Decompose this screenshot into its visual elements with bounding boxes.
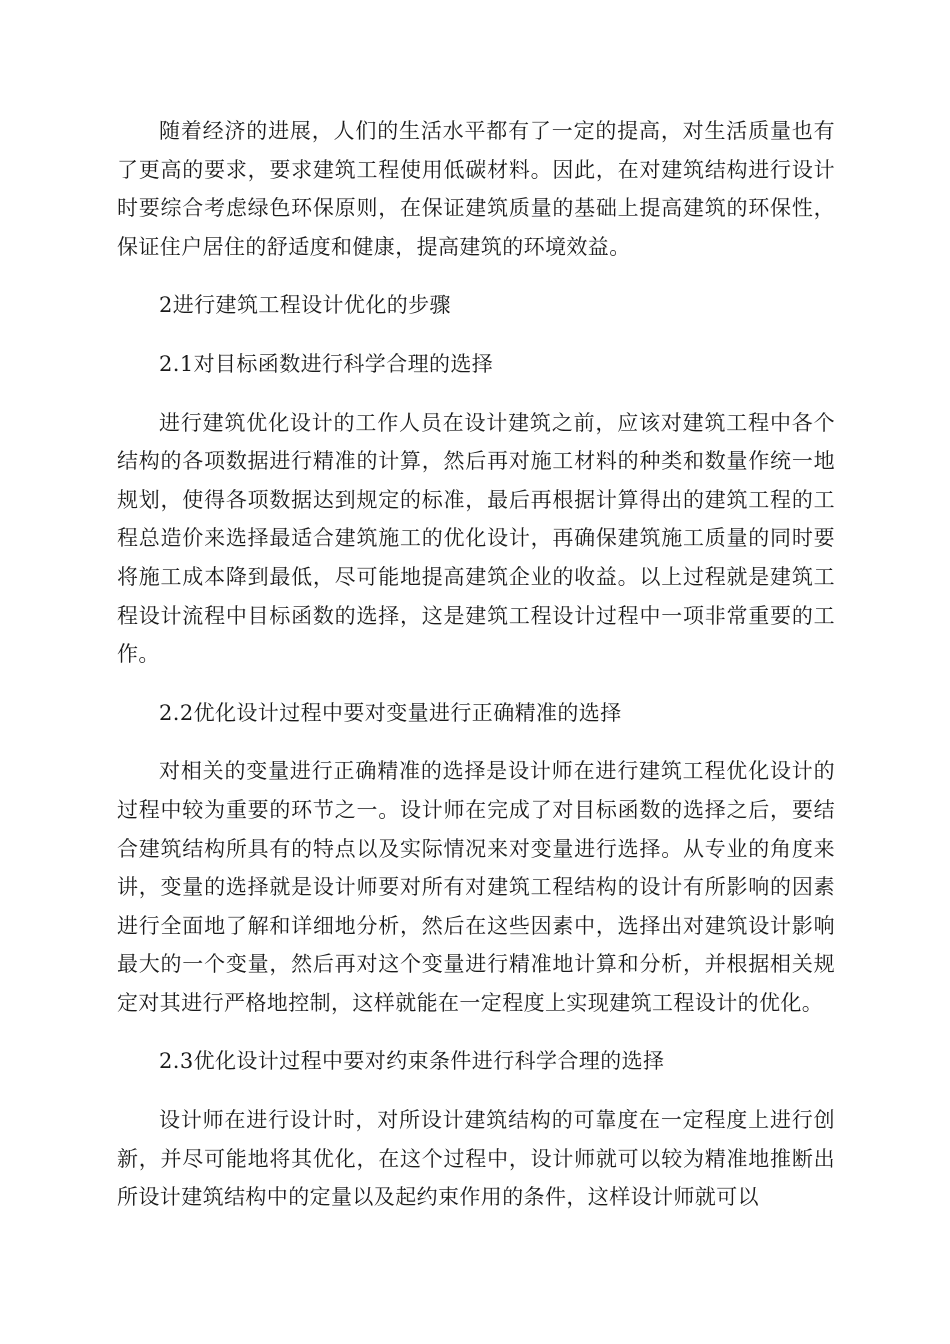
paragraph-variables: 对相关的变量进行正确精准的选择是设计师在进行建筑工程优化设计的过程中较为重要的环节之一。设计师在完成了对目标函数的选择之后，要结合建筑结构所具有的特点以及实际情况来对变量进行选择。从专业的角度来讲，变量的选择就是设计师要对所有对建筑工程结构的设计有所影响的因素进行全面地了解和详细地分析，然后在这些因素中，选择出对建筑设计影响最大的一个变量，然后再对这个变量进行精准地计算和分析，并根据相关规定对其进行严格地控制，这样就能在一定程度上实现建筑工程设计的优化。 <box>117 759 835 1015</box>
paragraph-objective-function: 进行建筑优化设计的工作人员在设计建筑之前，应该对建筑工程中各个结构的各项数据进行精准的计算，然后再对施工材料的种类和数量作统一地规划，使得各项数据达到规定的标准，最后再根据计算得出的建筑工程的工程总造价来选择最适合建筑施工的优化设计，再确保建筑施工质量的同时要将施工成本降到最低，尽可能地提高建筑企业的收益。以上过程就是建筑工程设计流程中目标函数的选择，这是建筑工程设计过程中一项非常重要的工作。 <box>117 410 835 667</box>
section-heading-2-3: 2.3优化设计过程中要对约束条件进行科学合理的选择 <box>159 1049 665 1074</box>
section-heading-2: 2进行建筑工程设计优化的步骤 <box>159 293 451 318</box>
document-body <box>117 112 835 1237</box>
paragraph-constraints: 设计师在进行设计时，对所设计建筑结构的可靠度在一定程度上进行创新，并尽可能地将其优化，在这个过程中，设计师就可以较为精准地推断出所设计建筑结构中的定量以及起约束作用的条件，这样设计师就可以 <box>117 1108 835 1210</box>
section-heading-2-2: 2.2优化设计过程中要对变量进行正确精准的选择 <box>159 700 622 725</box>
section-heading-2-1: 2.1对目标函数进行科学合理的选择 <box>159 351 494 376</box>
paragraph-green-building: 随着经济的进展，人们的生活水平都有了一定的提高，对生活质量也有了更高的要求，要求建筑工程使用低碳材料。因此，在对建筑结构进行设计时要综合考虑绿色环保原则，在保证建筑质量的基础上提高建筑的环保性，保证住户居住的舒适度和健康，提高建筑的环境效益。 <box>117 119 835 259</box>
